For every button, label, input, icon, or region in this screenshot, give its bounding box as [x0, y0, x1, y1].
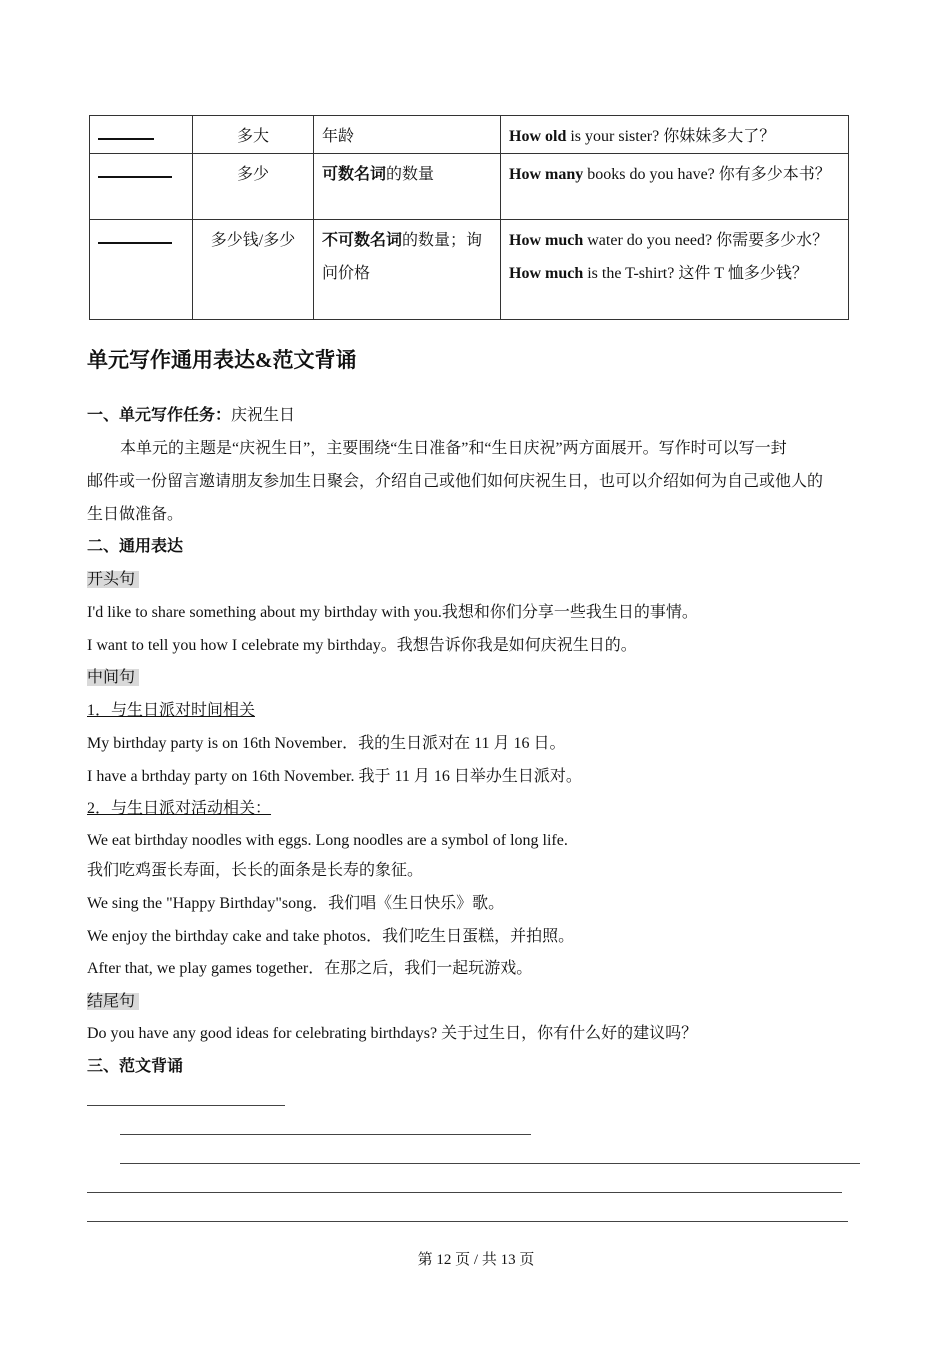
blank-line: [120, 1163, 860, 1164]
task-label: 一、单元写作任务：: [87, 407, 232, 424]
usage-cell: [314, 116, 501, 154]
usage-text: 可数名词: [322, 166, 387, 183]
sentence: We sing the "Happy Birthday"song．我们唱《生日快乐》歌。: [87, 895, 505, 912]
task-heading: [87, 406, 295, 426]
blank-line: [87, 1105, 285, 1106]
meaning-cell: 多少: [193, 154, 314, 220]
intro-line: 邮件或一份留言邀请朋友参加生日聚会，介绍自己或他们如何庆祝生日，也可以介绍如何为自己或他人的: [87, 473, 824, 490]
sentence: After that, we play games together．在那之后，我们一起玩游戏。: [87, 960, 533, 977]
usage-cell: [314, 154, 501, 220]
example-sentence: [509, 224, 840, 257]
sentence: 我们吃鸡蛋长寿面，长长的面条是长寿的象征。: [87, 862, 424, 879]
usage-text: 不可数名词: [322, 232, 403, 249]
example-text: How many: [509, 166, 584, 183]
sentence: We eat birthday noodles with eggs. Long noodles are a symbol of long life.: [87, 832, 568, 849]
example-text: How much: [509, 265, 584, 282]
example-cell: [501, 220, 849, 320]
blank-line: [120, 1134, 531, 1135]
middle-label: 中间句: [87, 669, 139, 686]
usage-cell: [314, 220, 501, 320]
usage-text: 的数量；询问价格: [322, 232, 483, 282]
blank-cell: [90, 220, 193, 320]
example-cell: [501, 154, 849, 220]
table-row: [90, 220, 849, 320]
intro-line: 生日做准备。: [87, 506, 184, 523]
meaning-cell: 多少钱/多少: [193, 220, 314, 320]
expr-title: 二、通用表达: [87, 538, 184, 555]
usage-text: 的数量: [386, 166, 435, 183]
recite-title: 三、范文背诵: [87, 1058, 184, 1075]
ending-label: 结尾句: [87, 993, 139, 1010]
example-sentence: [509, 257, 840, 290]
sentence: Do you have any good ideas for celebrating birthdays? 关于过生日，你有什么好的建议吗？: [87, 1025, 698, 1042]
sentence: I'd like to share something about my birthday with you.我想和你们分享一些我生日的事情。: [87, 604, 698, 621]
blank-line: [87, 1221, 848, 1222]
blank-line: [87, 1192, 842, 1193]
section-title: 单元写作通用表达&范文背诵: [87, 348, 357, 372]
meaning-cell: 多大: [193, 116, 314, 154]
table-row: [90, 154, 849, 220]
question-word-table: [89, 115, 849, 320]
blank-cell: [90, 154, 193, 220]
answer-blank: [98, 164, 172, 178]
answer-blank: [98, 126, 154, 140]
example-text: is the T-shirt? 这件 T 恤多少钱？: [583, 265, 808, 282]
sentence: We enjoy the birthday cake and take photos．我们吃生日蛋糕，并拍照。: [87, 928, 575, 945]
example-cell: [501, 116, 849, 154]
example-sentence: [509, 120, 840, 153]
example-sentence: [509, 158, 840, 191]
intro-line: 本单元的主题是“庆祝生日”，主要围绕“生日准备”和“生日庆祝”两方面展开。写作时可以写一封: [120, 440, 787, 457]
example-text: is your sister? 你妹妹多大了？: [566, 128, 776, 145]
table-row: [90, 116, 849, 154]
sentence: My birthday party is on 16th November．我的生日派对在 11 月 16 日。: [87, 735, 566, 752]
task-value: 庆祝生日: [231, 407, 296, 424]
example-text: water do you need? 你需要多少水？: [583, 232, 829, 249]
example-text: How much: [509, 232, 584, 249]
answer-blank: [98, 230, 172, 244]
page-footer: 第 12 页 / 共 13 页: [417, 1252, 535, 1268]
sentence: I want to tell you how I celebrate my birthday。我想告诉你我是如何庆祝生日的。: [87, 637, 637, 654]
usage-text: 年龄: [322, 128, 355, 145]
example-text: How old: [509, 128, 567, 145]
sentence: I have a brthday party on 16th November. 我于 11 月 16 日举办生日派对。: [87, 768, 582, 785]
subheading: 2．与生日派对活动相关：: [87, 800, 272, 817]
example-text: books do you have? 你有多少本书？: [583, 166, 831, 183]
opening-label: 开头句: [87, 571, 139, 588]
blank-cell: [90, 116, 193, 154]
subheading: 1．与生日派对时间相关: [87, 702, 256, 719]
